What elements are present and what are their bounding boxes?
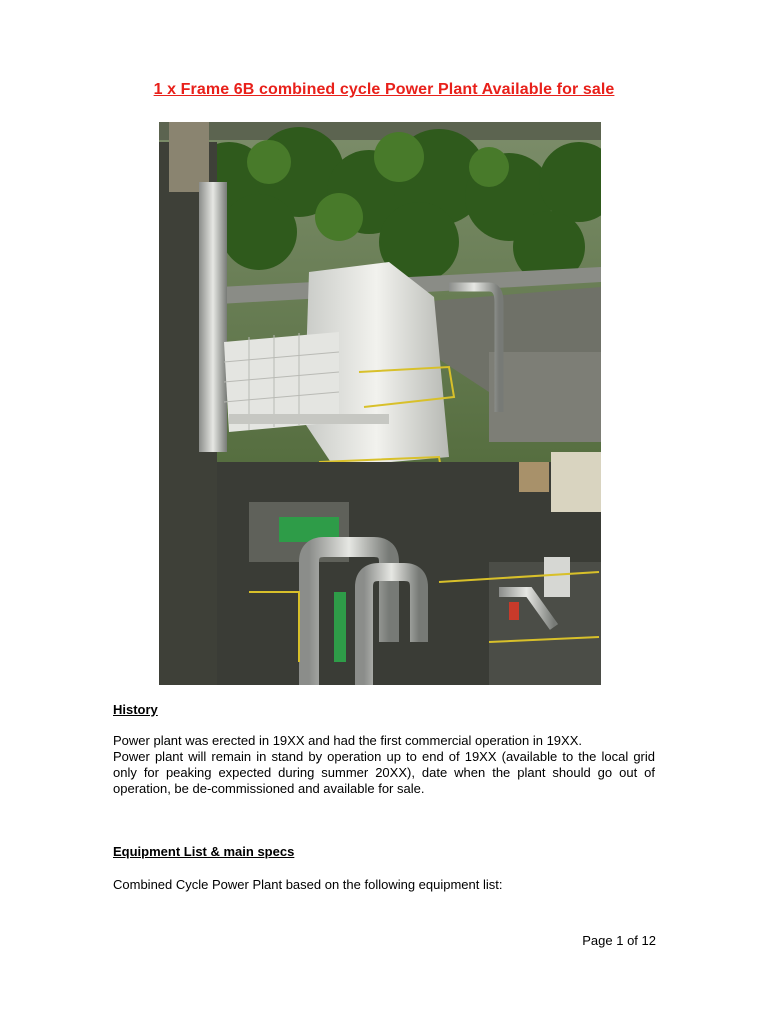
section-heading-history: History [113, 702, 158, 717]
equipment-paragraphs [113, 877, 655, 893]
document-title: 1 x Frame 6B combined cycle Power Plant Available for sale [153, 81, 615, 98]
power-plant-photo [159, 122, 601, 685]
section-heading-equipment: Equipment List & main specs [113, 844, 295, 859]
history-paragraphs [113, 733, 655, 797]
history-paragraph-1: Power plant was erected in 19XX and had the first commercial operation in 19XX. [113, 733, 582, 748]
equipment-paragraph-1: Combined Cycle Power Plant based on the following equipment list: [113, 877, 503, 892]
page-number: Page 1 of 12 [582, 933, 656, 948]
history-paragraph-2: Power plant will remain in stand by operation up to end of 19XX (available to the local grid only for peaking expected during summer 20XX), date when the plant should go out of operation, be de-commissioned and available for sale. [113, 749, 655, 796]
